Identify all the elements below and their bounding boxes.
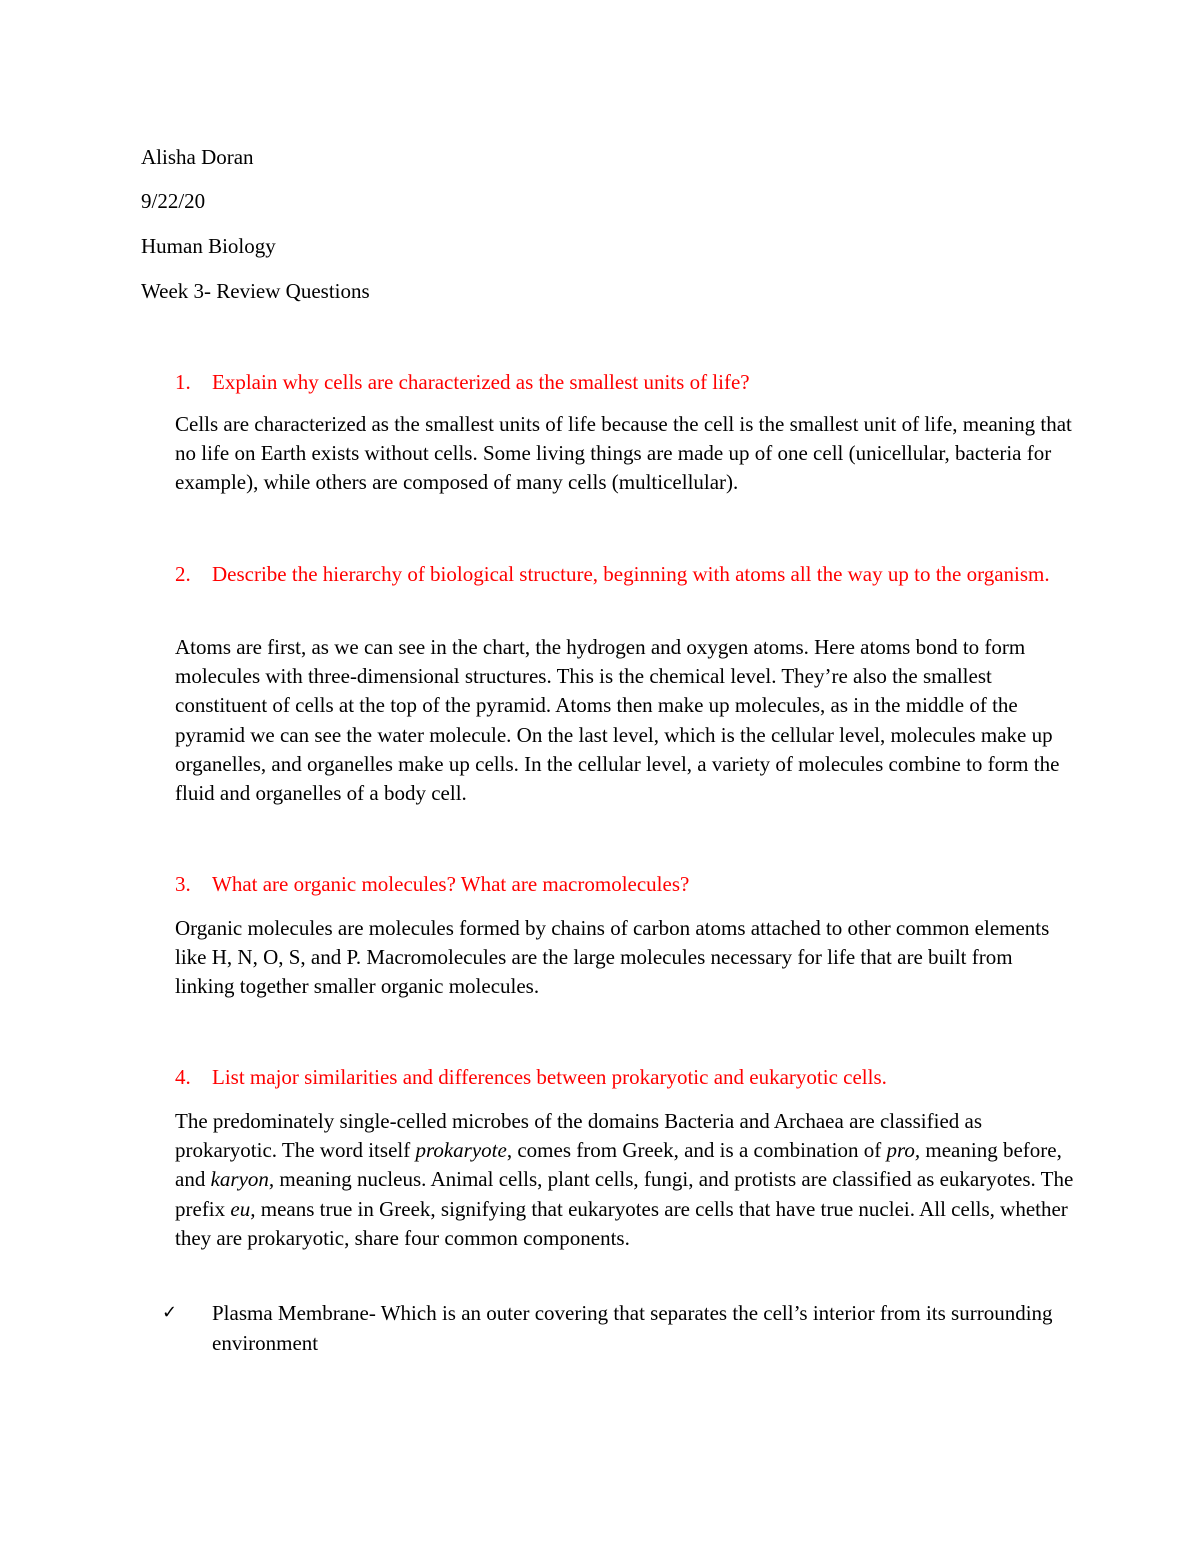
answer-4-text: meaning before, and <box>175 1138 1062 1192</box>
bullet-item <box>162 1298 1062 1358</box>
question-number: 4. <box>175 1065 191 1089</box>
student-name: Alisha Doran <box>141 145 254 169</box>
question-number: 3. <box>175 872 191 896</box>
answer-1: Cells are characterized as the smallest units of life because the cell is the smallest unit of life, meaning that no life on Earth exists without cells. Some living things are made up of one cell (unicellular, bacteria for example), while others are composed of many cells (multicellular). <box>175 412 1072 495</box>
answer-4-italic: karyon, <box>210 1167 275 1192</box>
question-number: 1. <box>175 370 191 394</box>
bullet-text: Plasma Membrane- Which is an outer covering that separates the cell’s interior from its surrounding environment <box>212 1301 1053 1355</box>
question-number: 2. <box>175 562 191 586</box>
question-text: List major similarities and differences between prokaryotic and eukaryotic cells. <box>212 1065 887 1089</box>
question-text: What are organic molecules? What are macromolecules? <box>212 872 690 896</box>
answer-4-text: , comes from Greek, and is a combination of <box>506 1138 887 1163</box>
date: 9/22/20 <box>141 189 206 213</box>
checkmark-icon: ✓ <box>162 1302 178 1323</box>
question-text: Explain why cells are characterized as the smallest units of life? <box>212 370 750 394</box>
question-4 <box>175 1062 1075 1092</box>
question-3 <box>175 869 1075 899</box>
answer-4-italic: prokaryote <box>415 1138 507 1163</box>
question-2 <box>175 559 1060 589</box>
answer-4-text: means true in Greek, signifying that eukaryotes are cells that have true nuclei. All cells, whether they are prokaryotic, share four common components. <box>175 1196 1068 1250</box>
answer-4-italic: eu, <box>230 1196 256 1221</box>
assignment-title: Week 3- Review Questions <box>141 279 370 303</box>
answer-4-italic: pro, <box>886 1138 921 1163</box>
answer-2: Atoms are first, as we can see in the chart, the hydrogen and oxygen atoms. Here atoms bond to form molecules with three-dimensional structures. This is the chemical level. They’re also the smallest constituent of cells at the top of the pyramid. Atoms then make up molecules, as in the middle of the pyramid we can see the water molecule. On the last level, which is the cellular level, molecules make up organelles, and organelles make up cells. In the cellular level, a variety of molecules combine to form the fluid and organelles of a body cell. <box>175 635 1060 806</box>
course-title: Human Biology <box>141 234 276 258</box>
question-1 <box>175 367 1075 397</box>
answer-4-text: The predominately single-celled microbes of the domains Bacteria and Archaea are classified as prokaryotic. The word itself <box>175 1109 983 1163</box>
answer-4 <box>175 1107 1075 1253</box>
question-text: Describe the hierarchy of biological structure, beginning with atoms all the way up to the organism. <box>212 562 1050 586</box>
answer-4-text: meaning nucleus. Animal cells, plant cells, fungi, and protists are classified as eukaryotes. The prefix <box>175 1167 1074 1221</box>
answer-3: Organic molecules are molecules formed by chains of carbon atoms attached to other common elements like H, N, O, S, and P. Macromolecules are the large molecules necessary for life that are built from linking together smaller organic molecules. <box>175 916 1050 999</box>
